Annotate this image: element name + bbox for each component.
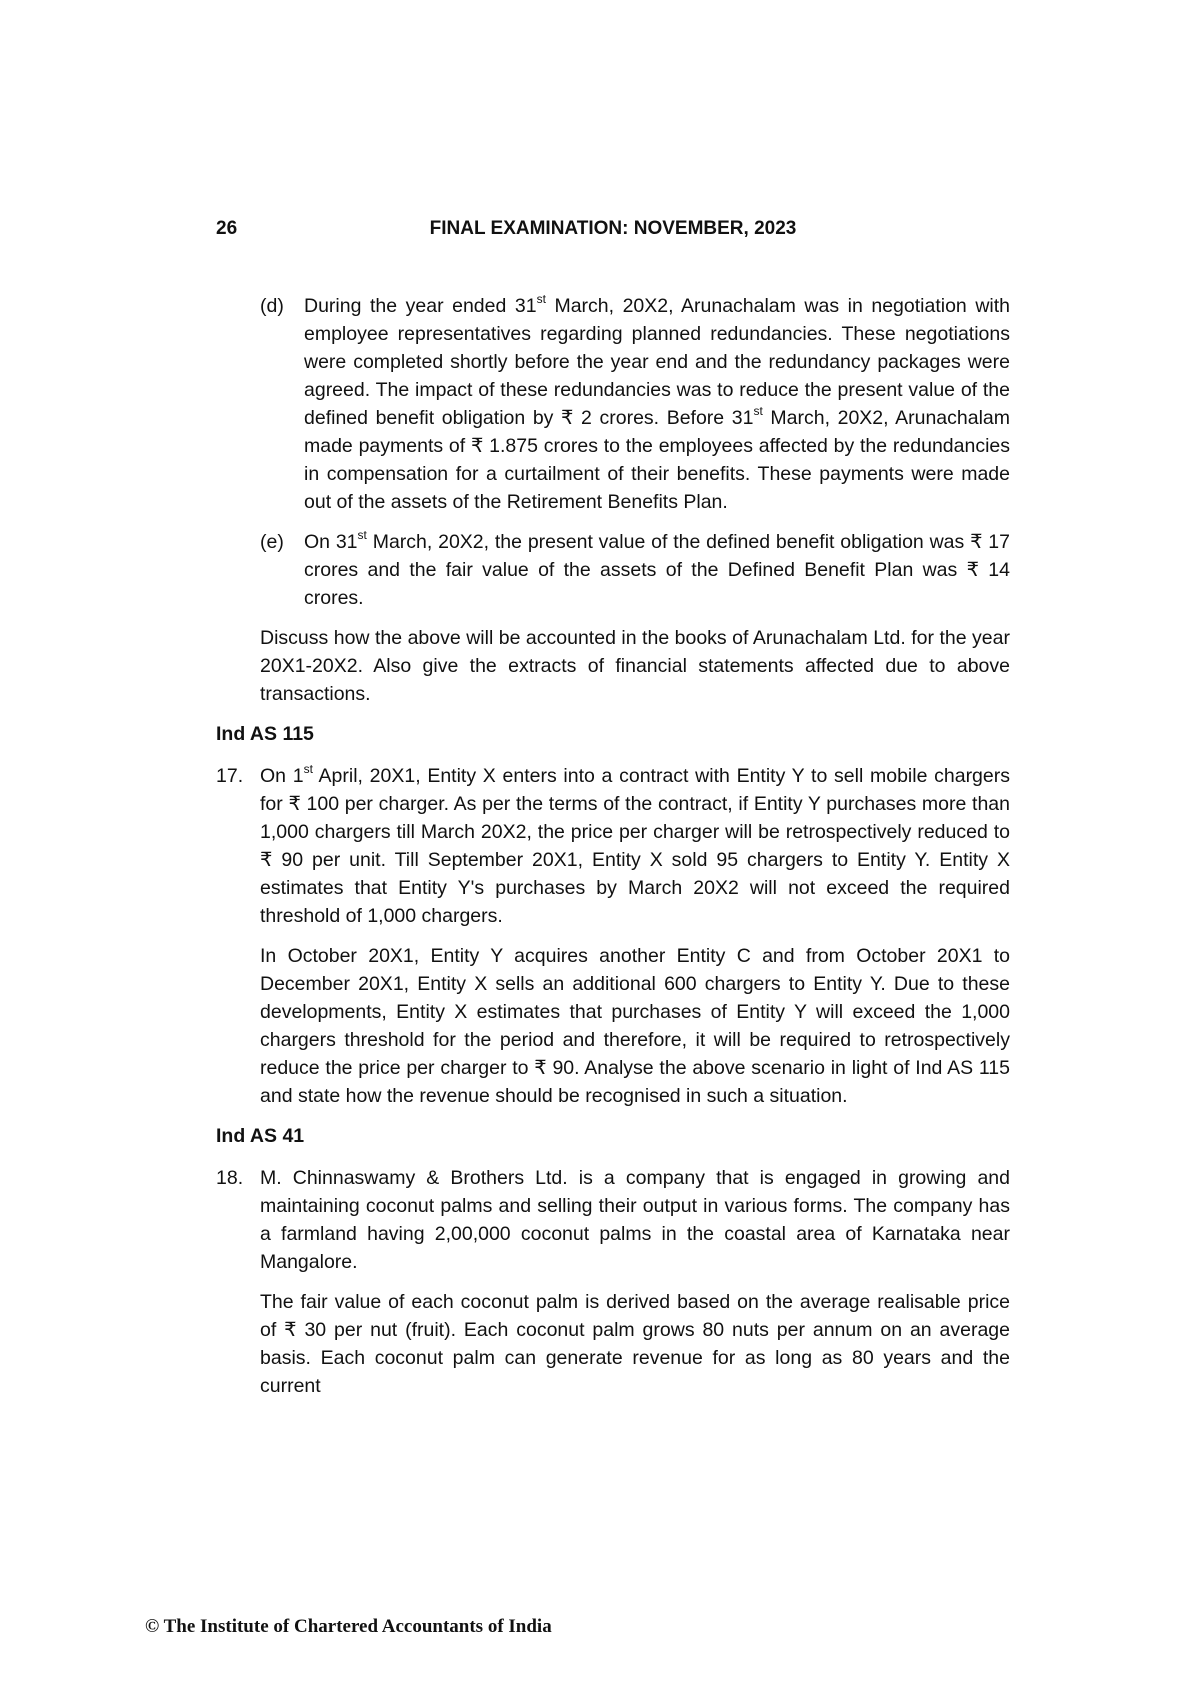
question-18: [216, 1164, 1010, 1276]
page-body: [216, 292, 1010, 1412]
item-d-sup: st: [536, 291, 546, 306]
item-d-text: March, 20X2, Arunachalam was in negotiation with employee representatives regarding planned redundancies. These negotiations were completed shortly before the year end and the redundancy packages were agreed. The impact of these redundancies was to reduce the present value of the defined benefit obligation by ₹ 2 crores. Before 31: [304, 295, 1010, 429]
exam-title: FINAL EXAMINATION: NOVEMBER, 2023: [429, 218, 797, 239]
section-heading-ind-as-41: Ind AS 41: [216, 1125, 305, 1147]
question-17-number: 17.: [216, 765, 244, 787]
question-17: [216, 762, 1010, 930]
item-e-text-pre: On 31: [304, 531, 358, 553]
page-number: 26: [216, 218, 238, 239]
question-17-sup: st: [303, 761, 313, 776]
item-d-text2: March, 20X2, Arunachalam made payments of ₹ 1.875 crores to the employees affected by the redundancies in compensation for a curtailment of their benefits. These payments were made out of the assets of the Retirement Benefits Plan.: [304, 407, 1010, 513]
item-e-sup: st: [357, 527, 367, 542]
question-18-number: 18.: [216, 1167, 244, 1189]
item-e: [216, 528, 1010, 612]
question-17-text-pre: On 1: [260, 765, 304, 787]
question-18-paragraph-2: The fair value of each coconut palm is derived based on the average realisable price of ₹ 30 per nut (fruit). Each coconut palm grows 80 nuts per annum on an average basis. Each coconut palm can generate revenue for as long as 80 years and the current: [260, 1291, 1010, 1397]
item-e-text: March, 20X2, the present value of the defined benefit obligation was ₹ 17 crores and the fair value of the assets of the Defined Benefit Plan was ₹ 14 crores.: [304, 531, 1010, 609]
item-d-sup2: st: [753, 403, 763, 418]
section-heading-ind-as-115: Ind AS 115: [216, 723, 314, 745]
item-d: [216, 292, 1010, 516]
item-e-label: (e): [260, 531, 284, 553]
copyright-footer: © The Institute of Chartered Accountants of India: [145, 1616, 552, 1637]
discuss-paragraph: Discuss how the above will be accounted in the books of Arunachalam Ltd. for the year 20X1-20X2. Also give the extracts of financial statements affected due to above transactions.: [260, 627, 1010, 705]
question-18-text: M. Chinnaswamy & Brothers Ltd. is a company that is engaged in growing and maintaining coconut palms and selling their output in various forms. The company has a farmland having 2,00,000 coconut palms in the coastal area of Karnataka near Mangalore.: [260, 1167, 1010, 1273]
item-d-text-pre: During the year ended 31: [304, 295, 537, 317]
question-17-text: April, 20X1, Entity X enters into a contract with Entity Y to sell mobile chargers for ₹ 100 per charger. As per the terms of the contract, if Entity Y purchases more than 1,000 chargers till March 20X2, the price per charger will be retrospectively reduced to ₹ 90 per unit. Till September 20X1, Entity X sold 95 chargers to Entity Y. Entity X estimates that Entity Y's purchases by March 20X2 will not exceed the required threshold of 1,000 chargers.: [260, 765, 1010, 927]
question-17-paragraph-2: In October 20X1, Entity Y acquires another Entity C and from October 20X1 to December 20X1, Entity X sells an additional 600 chargers to Entity Y. Due to these developments, Entity X estimates that purchases of Entity Y will exceed the 1,000 chargers threshold for the period and therefore, it will be required to retrospectively reduce the price per charger to ₹ 90. Analyse the above scenario in light of Ind AS 115 and state how the revenue should be recognised in such a situation.: [260, 945, 1010, 1107]
page-header: [216, 218, 1010, 244]
item-d-label: (d): [260, 295, 284, 317]
